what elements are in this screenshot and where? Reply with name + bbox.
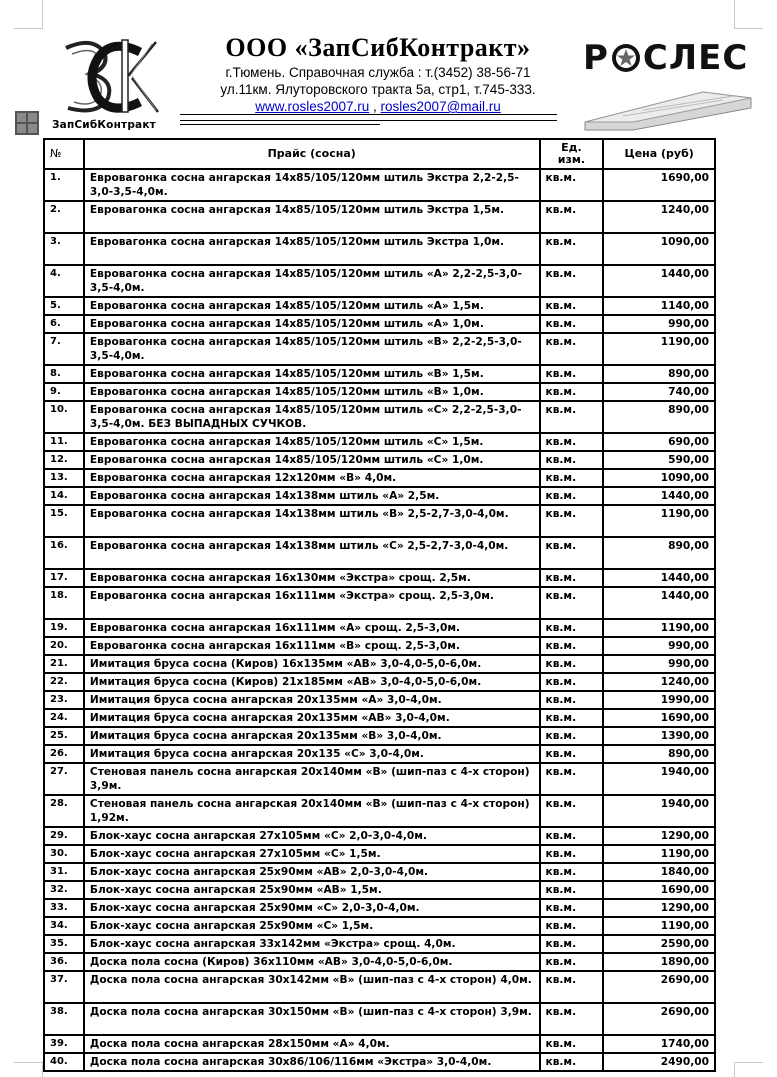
col-header-num: № xyxy=(44,139,84,169)
price: 1190,00 xyxy=(603,917,715,935)
price: 1690,00 xyxy=(603,709,715,727)
table-row xyxy=(44,297,715,315)
price: 890,00 xyxy=(603,365,715,383)
table-row xyxy=(44,673,715,691)
unit: кв.м. xyxy=(540,333,604,365)
product-name: Доска пола сосна ангарская 28х150мм «А» 4,0м. xyxy=(84,1035,540,1053)
col-header-unit-line2: изм. xyxy=(557,153,586,166)
col-header-unit-line1: Ед. xyxy=(561,141,582,154)
unit: кв.м. xyxy=(540,383,604,401)
row-number: 35. xyxy=(44,935,84,953)
zsk-logo-caption: ЗапСибКонтракт xyxy=(52,119,156,131)
table-row xyxy=(44,169,715,201)
product-name: Блок-хаус сосна ангарская 25х90мм «С» 2,0-3,0-4,0м. xyxy=(84,899,540,917)
table-row xyxy=(44,365,715,383)
price: 1690,00 xyxy=(603,169,715,201)
row-number: 18. xyxy=(44,587,84,619)
price: 1190,00 xyxy=(603,333,715,365)
unit: кв.м. xyxy=(540,863,604,881)
col-header-unit xyxy=(540,139,604,169)
row-number: 3. xyxy=(44,233,84,265)
price: 1190,00 xyxy=(603,845,715,863)
table-row xyxy=(44,469,715,487)
row-number: 6. xyxy=(44,315,84,333)
price: 1440,00 xyxy=(603,587,715,619)
table-row xyxy=(44,655,715,673)
product-name: Блок-хаус сосна ангарская 33х142мм «Экстра» срощ. 4,0м. xyxy=(84,935,540,953)
product-name: Стеновая панель сосна ангарская 20х140мм «В» (шип-паз с 4-х сторон) 3,9м. xyxy=(84,763,540,795)
price: 1940,00 xyxy=(603,763,715,795)
table-row xyxy=(44,487,715,505)
table-row xyxy=(44,569,715,587)
price: 1240,00 xyxy=(603,201,715,233)
product-name: Стеновая панель сосна ангарская 20х140мм «В» (шип-паз с 4-х сторон) 1,92м. xyxy=(84,795,540,827)
table-row xyxy=(44,315,715,333)
website-link[interactable]: www.rosles2007.ru xyxy=(255,99,370,114)
table-row xyxy=(44,827,715,845)
row-number: 31. xyxy=(44,863,84,881)
table-header-row xyxy=(44,139,715,169)
price: 1390,00 xyxy=(603,727,715,745)
table-row xyxy=(44,383,715,401)
price: 1440,00 xyxy=(603,487,715,505)
row-number: 26. xyxy=(44,745,84,763)
row-number: 7. xyxy=(44,333,84,365)
price: 1690,00 xyxy=(603,881,715,899)
unit: кв.м. xyxy=(540,709,604,727)
rosles-wordmark: Р СЛЕС xyxy=(583,38,749,78)
unit: кв.м. xyxy=(540,433,604,451)
price: 1440,00 xyxy=(603,265,715,297)
col-header-name: Прайс (сосна) xyxy=(84,139,540,169)
product-name: Евровагонка сосна ангарская 14х138мм штиль «А» 2,5м. xyxy=(84,487,540,505)
product-name: Евровагонка сосна ангарская 16х111мм «В» срощ. 2,5-3,0м. xyxy=(84,637,540,655)
row-number: 15. xyxy=(44,505,84,537)
rosles-logo xyxy=(583,38,753,138)
price: 2690,00 xyxy=(603,971,715,1003)
unit: кв.м. xyxy=(540,673,604,691)
price-table-body xyxy=(44,169,715,1071)
table-row xyxy=(44,899,715,917)
unit: кв.м. xyxy=(540,827,604,845)
col-header-price: Цена (руб) xyxy=(603,139,715,169)
product-name: Евровагонка сосна ангарская 14х85/105/120мм штиль Экстра 2,2-2,5-3,0-3,5-4,0м. xyxy=(84,169,540,201)
price: 990,00 xyxy=(603,637,715,655)
price: 1290,00 xyxy=(603,827,715,845)
product-name: Блок-хаус сосна ангарская 27х105мм «С» 1,5м. xyxy=(84,845,540,863)
table-row xyxy=(44,763,715,795)
unit: кв.м. xyxy=(540,655,604,673)
wood-planks-icon xyxy=(583,78,753,132)
table-row xyxy=(44,587,715,619)
table-row xyxy=(44,745,715,763)
unit: кв.м. xyxy=(540,691,604,709)
product-name: Блок-хаус сосна ангарская 25х90мм «АВ» 1,5м. xyxy=(84,881,540,899)
product-name: Доска пола сосна ангарская 30х150мм «В» (шип-паз с 4-х сторон) 3,9м. xyxy=(84,1003,540,1035)
row-number: 14. xyxy=(44,487,84,505)
links-separator: , xyxy=(369,99,381,114)
row-number: 8. xyxy=(44,365,84,383)
unit: кв.м. xyxy=(540,917,604,935)
unit: кв.м. xyxy=(540,505,604,537)
product-name: Евровагонка сосна ангарская 16х130мм «Экстра» срощ. 2,5м. xyxy=(84,569,540,587)
unit: кв.м. xyxy=(540,845,604,863)
product-name: Имитация бруса сосна (Киров) 16х135мм «АВ» 3,0-4,0-5,0-6,0м. xyxy=(84,655,540,673)
table-row xyxy=(44,333,715,365)
contact-links xyxy=(178,98,578,115)
unit: кв.м. xyxy=(540,297,604,315)
table-row xyxy=(44,863,715,881)
price: 1090,00 xyxy=(603,233,715,265)
header-rule xyxy=(180,120,557,121)
table-row xyxy=(44,917,715,935)
row-number: 38. xyxy=(44,1003,84,1035)
product-name: Евровагонка сосна ангарская 14х85/105/120мм штиль Экстра 1,0м. xyxy=(84,233,540,265)
email-link[interactable]: rosles2007@mail.ru xyxy=(380,99,501,114)
page-corner-mark xyxy=(14,0,43,29)
table-row xyxy=(44,709,715,727)
price: 1240,00 xyxy=(603,673,715,691)
page-corner-mark xyxy=(14,1062,43,1077)
table-row xyxy=(44,619,715,637)
table-row xyxy=(44,433,715,451)
unit: кв.м. xyxy=(540,537,604,569)
product-name: Евровагонка сосна ангарская 16х111мм «А» срощ. 2,5-3,0м. xyxy=(84,619,540,637)
product-name: Евровагонка сосна ангарская 14х138мм штиль «В» 2,5-2,7-3,0-4,0м. xyxy=(84,505,540,537)
price: 1740,00 xyxy=(603,1035,715,1053)
product-name: Доска пола сосна (Киров) 36х110мм «АВ» 3,0-4,0-5,0-6,0м. xyxy=(84,953,540,971)
unit: кв.м. xyxy=(540,487,604,505)
row-number: 28. xyxy=(44,795,84,827)
unit: кв.м. xyxy=(540,881,604,899)
table-row xyxy=(44,637,715,655)
price: 1990,00 xyxy=(603,691,715,709)
price: 590,00 xyxy=(603,451,715,469)
unit: кв.м. xyxy=(540,233,604,265)
row-number: 24. xyxy=(44,709,84,727)
table-row xyxy=(44,845,715,863)
row-number: 5. xyxy=(44,297,84,315)
table-row xyxy=(44,935,715,953)
price: 2690,00 xyxy=(603,1003,715,1035)
table-row xyxy=(44,1003,715,1035)
row-number: 2. xyxy=(44,201,84,233)
product-name: Имитация бруса сосна ангарская 20х135мм «В» 3,0-4,0м. xyxy=(84,727,540,745)
product-name: Евровагонка сосна ангарская 12х120мм «В» 4,0м. xyxy=(84,469,540,487)
unit: кв.м. xyxy=(540,201,604,233)
unit: кв.м. xyxy=(540,315,604,333)
price: 1940,00 xyxy=(603,795,715,827)
row-number: 39. xyxy=(44,1035,84,1053)
contact-phone-line: г.Тюмень. Справочная служба : т.(3452) 38-56-71 xyxy=(225,65,531,80)
price: 1840,00 xyxy=(603,863,715,881)
price: 890,00 xyxy=(603,537,715,569)
price-table xyxy=(43,138,716,1072)
unit: кв.м. xyxy=(540,1003,604,1035)
price: 1290,00 xyxy=(603,899,715,917)
page-corner-mark xyxy=(734,1062,763,1077)
table-row xyxy=(44,201,715,233)
unit: кв.м. xyxy=(540,469,604,487)
row-number: 10. xyxy=(44,401,84,433)
table-row xyxy=(44,451,715,469)
product-name: Доска пола сосна ангарская 30х142мм «В» (шип-паз с 4-х сторон) 4,0м. xyxy=(84,971,540,1003)
unit: кв.м. xyxy=(540,637,604,655)
row-number: 34. xyxy=(44,917,84,935)
table-row xyxy=(44,233,715,265)
header-rule xyxy=(180,124,380,125)
product-name: Евровагонка сосна ангарская 14х85/105/120мм штиль «С» 1,0м. xyxy=(84,451,540,469)
company-name: ООО «ЗапСибКонтракт» xyxy=(225,33,531,62)
product-name: Блок-хаус сосна ангарская 27х105мм «С» 2,0-3,0-4,0м. xyxy=(84,827,540,845)
unit: кв.м. xyxy=(540,971,604,1003)
table-row xyxy=(44,727,715,745)
price: 890,00 xyxy=(603,745,715,763)
contact-address-line: ул.11км. Ялуторовского тракта 5а, стр1, т.745-333. xyxy=(220,82,536,97)
price: 2490,00 xyxy=(603,1053,715,1071)
table-row xyxy=(44,953,715,971)
unit: кв.м. xyxy=(540,265,604,297)
unit: кв.м. xyxy=(540,619,604,637)
table-row xyxy=(44,881,715,899)
price: 690,00 xyxy=(603,433,715,451)
price: 2590,00 xyxy=(603,935,715,953)
unit: кв.м. xyxy=(540,365,604,383)
price: 990,00 xyxy=(603,315,715,333)
product-name: Евровагонка сосна ангарская 14х138мм штиль «С» 2,5-2,7-3,0-4,0м. xyxy=(84,537,540,569)
price: 890,00 xyxy=(603,401,715,433)
product-name: Евровагонка сосна ангарская 14х85/105/120мм штиль «В» 1,5м. xyxy=(84,365,540,383)
unit: кв.м. xyxy=(540,953,604,971)
unit: кв.м. xyxy=(540,1053,604,1071)
row-number: 30. xyxy=(44,845,84,863)
product-name: Блок-хаус сосна ангарская 25х90мм «С» 1,5м. xyxy=(84,917,540,935)
price: 990,00 xyxy=(603,655,715,673)
row-number: 27. xyxy=(44,763,84,795)
price: 1190,00 xyxy=(603,505,715,537)
table-row xyxy=(44,971,715,1003)
row-number: 25. xyxy=(44,727,84,745)
product-name: Имитация бруса сосна (Киров) 21х185мм «АВ» 3,0-4,0-5,0-6,0м. xyxy=(84,673,540,691)
product-name: Имитация бруса сосна ангарская 20х135мм «А» 3,0-4,0м. xyxy=(84,691,540,709)
price: 740,00 xyxy=(603,383,715,401)
row-number: 29. xyxy=(44,827,84,845)
row-number: 20. xyxy=(44,637,84,655)
table-row xyxy=(44,795,715,827)
row-number: 22. xyxy=(44,673,84,691)
row-number: 36. xyxy=(44,953,84,971)
row-number: 37. xyxy=(44,971,84,1003)
star-emblem-icon xyxy=(610,42,642,74)
unit: кв.м. xyxy=(540,763,604,795)
table-row xyxy=(44,265,715,297)
table-row xyxy=(44,1035,715,1053)
product-name: Евровагонка сосна ангарская 14х85/105/120мм штиль «С» 2,2-2,5-3,0-3,5-4,0м. БЕЗ ВЫПАДНЫХ СУЧКОВ. xyxy=(84,401,540,433)
page-corner-mark xyxy=(734,0,763,29)
row-number: 9. xyxy=(44,383,84,401)
row-number: 13. xyxy=(44,469,84,487)
product-name: Евровагонка сосна ангарская 14х85/105/120мм штиль «С» 1,5м. xyxy=(84,433,540,451)
product-name: Евровагонка сосна ангарская 14х85/105/120мм штиль Экстра 1,5м. xyxy=(84,201,540,233)
row-number: 16. xyxy=(44,537,84,569)
product-name: Имитация бруса сосна ангарская 20х135 «С» 3,0-4,0м. xyxy=(84,745,540,763)
unit: кв.м. xyxy=(540,569,604,587)
price: 1440,00 xyxy=(603,569,715,587)
product-name: Доска пола сосна ангарская 30х86/106/116мм «Экстра» 3,0-4,0м. xyxy=(84,1053,540,1071)
row-number: 40. xyxy=(44,1053,84,1071)
row-number: 23. xyxy=(44,691,84,709)
unit: кв.м. xyxy=(540,935,604,953)
product-name: Евровагонка сосна ангарская 14х85/105/120мм штиль «В» 1,0м. xyxy=(84,383,540,401)
row-number: 11. xyxy=(44,433,84,451)
unit: кв.м. xyxy=(540,727,604,745)
table-handle-icon[interactable] xyxy=(15,111,39,135)
price: 1190,00 xyxy=(603,619,715,637)
unit: кв.м. xyxy=(540,745,604,763)
product-name: Евровагонка сосна ангарская 16х111мм «Экстра» срощ. 2,5-3,0м. xyxy=(84,587,540,619)
row-number: 19. xyxy=(44,619,84,637)
company-header xyxy=(178,32,578,115)
product-name: Евровагонка сосна ангарская 14х85/105/120мм штиль «А» 2,2-2,5-3,0-3,5-4,0м. xyxy=(84,265,540,297)
header-rule xyxy=(180,114,557,115)
product-name: Евровагонка сосна ангарская 14х85/105/120мм штиль «А» 1,5м. xyxy=(84,297,540,315)
table-row xyxy=(44,505,715,537)
table-row xyxy=(44,537,715,569)
price: 1140,00 xyxy=(603,297,715,315)
row-number: 4. xyxy=(44,265,84,297)
unit: кв.м. xyxy=(540,795,604,827)
unit: кв.м. xyxy=(540,899,604,917)
price: 1090,00 xyxy=(603,469,715,487)
zsk-logo xyxy=(52,38,162,130)
unit: кв.м. xyxy=(540,169,604,201)
unit: кв.м. xyxy=(540,587,604,619)
zsk-emblem-icon xyxy=(52,38,162,116)
row-number: 12. xyxy=(44,451,84,469)
table-row xyxy=(44,691,715,709)
unit: кв.м. xyxy=(540,1035,604,1053)
row-number: 1. xyxy=(44,169,84,201)
unit: кв.м. xyxy=(540,451,604,469)
product-name: Блок-хаус сосна ангарская 25х90мм «АВ» 2,0-3,0-4,0м. xyxy=(84,863,540,881)
product-name: Евровагонка сосна ангарская 14х85/105/120мм штиль «В» 2,2-2,5-3,0-3,5-4,0м. xyxy=(84,333,540,365)
row-number: 32. xyxy=(44,881,84,899)
table-row xyxy=(44,1053,715,1071)
product-name: Имитация бруса сосна ангарская 20х135мм «АВ» 3,0-4,0м. xyxy=(84,709,540,727)
row-number: 33. xyxy=(44,899,84,917)
price: 1890,00 xyxy=(603,953,715,971)
unit: кв.м. xyxy=(540,401,604,433)
row-number: 17. xyxy=(44,569,84,587)
table-row xyxy=(44,401,715,433)
row-number: 21. xyxy=(44,655,84,673)
product-name: Евровагонка сосна ангарская 14х85/105/120мм штиль «А» 1,0м. xyxy=(84,315,540,333)
